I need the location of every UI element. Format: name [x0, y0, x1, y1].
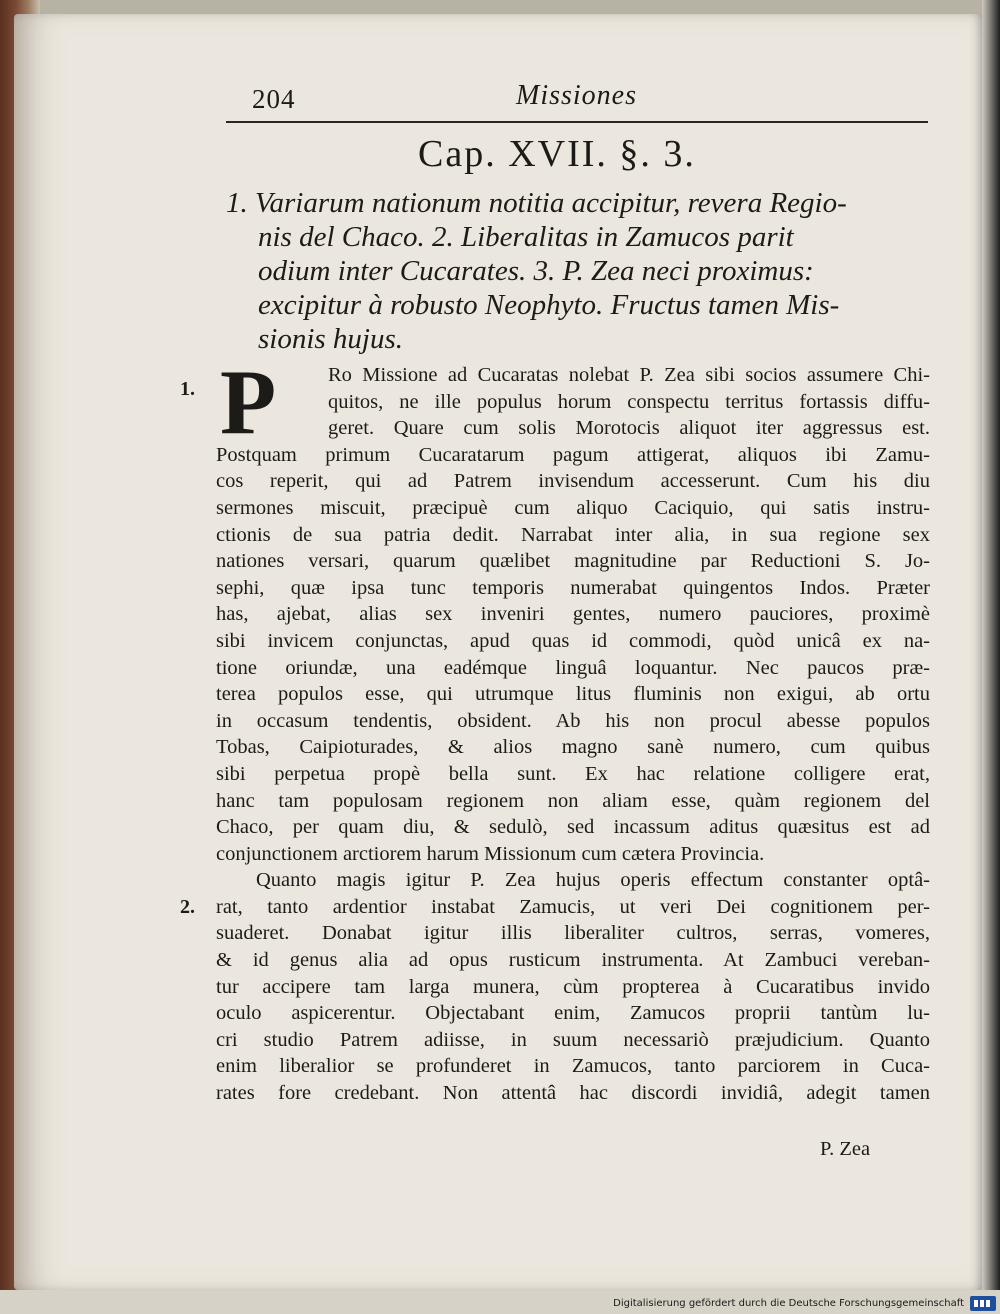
margin-number: 2. — [180, 896, 195, 918]
text-line: Ro Missione ad Cucaratas nolebat P. Zea sibi socios assumere Chi- — [328, 364, 930, 386]
text-line: quitos, ne ille populus horum conspectu territus fortassis diffu- — [328, 390, 930, 413]
text-line: hanc tam populosam regionem non aliam esse, quàm regionem del — [216, 789, 930, 812]
summary-line: nis del Chaco. 2. Liberalitas in Zamucos parit — [258, 221, 794, 253]
text-line: nationes versari, quarum quælibet magnitudine par Reductioni S. Jo- — [216, 550, 930, 573]
text-line: Postquam primum Cucaratarum pagum attigerat, aliquos ibi Zamu- — [216, 443, 930, 466]
page-gutter-shadow — [982, 0, 1000, 1314]
running-head: Missiones — [516, 80, 637, 111]
summary-line: odium inter Cucarates. 3. P. Zea neci proximus: — [258, 255, 814, 287]
text-line: suaderet. Donabat igitur illis liberaliter cultros, serras, vomeres, — [216, 922, 930, 945]
text-line: rat, tanto ardentior instabat Zamucis, ut veri Dei cognitionem per- — [216, 895, 930, 918]
text-line: tur accipere tam larga munera, cùm propterea à Cucaratibus invido — [216, 975, 930, 998]
text-line: & id genus alia ad opus rusticum instrumenta. At Zambuci vereban- — [216, 949, 930, 972]
text-line: Chaco, per quam diu, & sedulò, sed incassum aditus quæsitus est ad — [216, 816, 930, 839]
chapter-summary — [226, 186, 934, 356]
text-line: sermones miscuit, præcipuè cum aliquo Caciquio, qui satis instru- — [216, 496, 930, 519]
page-number: 204 — [252, 84, 296, 114]
text-line: rates fore credebant. Non attentâ hac discordi invidiâ, adegit tamen — [216, 1082, 930, 1105]
text-line: cri studio Patrem adiisse, in suum necessariò præjudicium. Quanto — [216, 1028, 930, 1051]
text-line: enim liberalior se profunderet in Zamucos, tanto parciorem in Cuca- — [216, 1055, 930, 1078]
text-line: tione oriundæ, una eadémque linguâ loquantur. Nec paucos præ- — [216, 656, 930, 679]
catchword: P. Zea — [820, 1138, 871, 1160]
text-line: Tobas, Caipioturades, & alios magno sanè numero, cum quibus — [216, 736, 930, 759]
text-line: terea populos esse, qui utrumque litus fluminis non exigui, ab ortu — [216, 683, 930, 706]
margin-number: 1. — [180, 378, 195, 400]
dfg-logo-icon — [970, 1296, 996, 1311]
text-line: in occasum tendentis, obsident. Ab his non procul abesse populos — [216, 709, 930, 732]
text-line: conjunctionem arctiorem harum Missionum cum cætera Provincia. — [216, 842, 765, 865]
text-line: sibi invicem conjunctas, apud quas id commodi, quòd unicâ ex na- — [216, 629, 930, 652]
text-line: sephi, quæ ipsa tunc temporis numerabat quingentos Indos. Præter — [216, 576, 930, 599]
drop-cap: P — [220, 351, 277, 453]
text-line: has, ajebat, alias sex inveniri gentes, numero pauciores, proximè — [216, 603, 930, 626]
body-text — [216, 351, 930, 1107]
text-line: sibi perpetua propè bella sunt. Ex hac relatione colligere erat, — [216, 762, 930, 785]
footer-credit: Digitalisierung gefördert durch die Deutsche Forschungsgemeinschaft — [613, 1298, 964, 1309]
text-line: ctionis de sua patria dedit. Narrabat inter alia, in sua regione sex — [216, 523, 930, 546]
summary-line: excipitur à robusto Neophyto. Fructus tamen Mis- — [258, 289, 840, 321]
header-rule — [226, 121, 928, 123]
text-line: geret. Quare cum solis Morotocis aliquot iter aggressus est. — [328, 417, 930, 440]
text-line: Quanto magis igitur P. Zea hujus operis effectum constanter optâ- — [256, 869, 930, 892]
summary-line: sionis hujus. — [258, 323, 404, 355]
text-line: cos reperit, qui ad Patrem invisendum accesserunt. Cum his diu — [216, 470, 930, 493]
text-line: oculo aspicerentur. Objectabant enim, Zamucos proprii tantùm lu- — [216, 1002, 930, 1025]
summary-line: 1. Variarum nationum notitia accipitur, revera Regio- — [226, 187, 847, 219]
chapter-heading: Cap. XVII. §. 3. — [418, 133, 696, 175]
